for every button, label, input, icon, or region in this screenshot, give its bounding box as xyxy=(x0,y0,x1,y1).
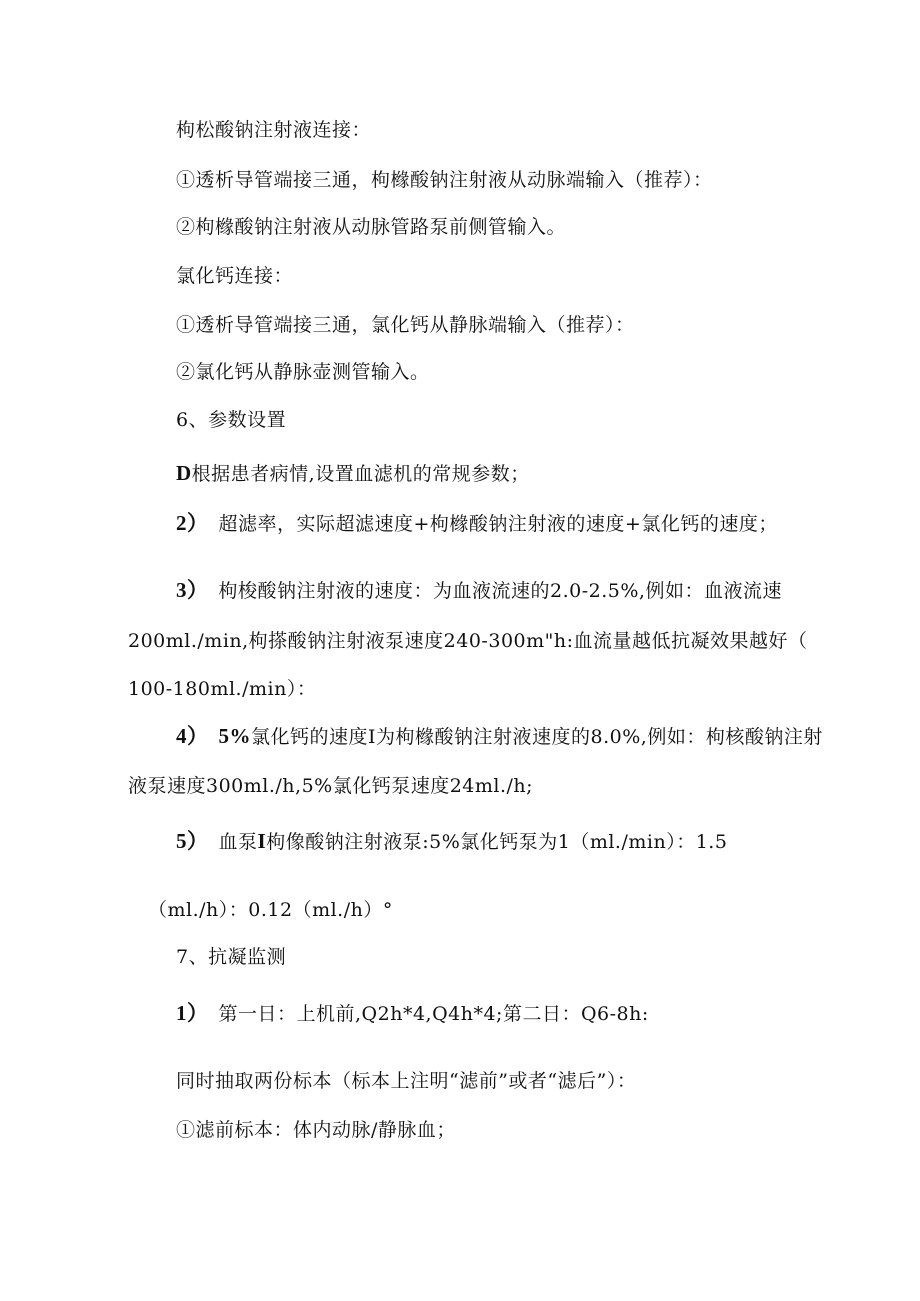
item-number: 1） xyxy=(176,1001,209,1025)
section-heading xyxy=(176,945,286,969)
text-line xyxy=(128,677,316,701)
line-text: 第一日：上机前,Q2h*4,Q4h*4;第二日：Q6-8h: xyxy=(218,1003,649,1025)
line-text: 液泵速度300ml./h,5%氯化钙泵速度24ml./h; xyxy=(128,775,534,797)
bold-marker: I xyxy=(257,829,267,853)
line-text: ②枸橼酸钠注射液从动脉管路泵前侧管输入。 xyxy=(176,216,567,238)
list-item xyxy=(176,578,782,603)
list-item xyxy=(176,1001,649,1026)
line-text: 氯化钙的速度I为枸橼酸钠注射液速度的8.0%,例如：枸核酸钠注射 xyxy=(251,726,823,748)
item-number: 2） xyxy=(176,511,209,535)
list-item xyxy=(176,724,823,749)
item-number: D xyxy=(176,461,192,485)
list-item xyxy=(176,511,778,536)
line-text: 超滤率，实际超滤速度+枸橼酸钠注射液的速度+氯化钙的速度； xyxy=(218,513,778,535)
list-item xyxy=(176,461,530,486)
line-text: ①滤前标本：体内动脉/静脉血； xyxy=(176,1119,456,1141)
text-line xyxy=(176,215,566,239)
line-text: 枸梭酸钠注射液的速度：为血液流速的2.0-2.5%,例如：血液流速 xyxy=(218,580,782,602)
line-text: 枸松酸钠注射液连接： xyxy=(176,119,372,141)
line-text-pre: 血泵 xyxy=(218,831,258,853)
item-number: 3） xyxy=(176,578,209,602)
line-text: 6、参数设置 xyxy=(176,409,287,431)
text-line xyxy=(128,629,808,653)
line-text: 同时抽取两份标本（标本上注明“滤前”或者“滤后”）： xyxy=(176,1070,637,1092)
item-number: 5） xyxy=(176,829,209,853)
line-text: 100-180ml./min）： xyxy=(128,678,317,700)
text-line xyxy=(176,1069,636,1093)
line-text: 枸像酸钠注射液泵:5%氯化钙泵为1（ml./min）：1.5 xyxy=(266,831,728,853)
line-text: ①透析导管端接三通，氯化钙从静脉端输入（推荐）： xyxy=(176,314,635,336)
bold-percent: 5% xyxy=(218,724,251,748)
text-line xyxy=(176,118,371,142)
section-heading xyxy=(176,408,286,432)
text-line xyxy=(176,1118,456,1142)
text-line xyxy=(128,774,533,798)
text-line xyxy=(176,360,430,384)
line-text: ②氯化钙从静脉壶测管输入。 xyxy=(176,361,430,383)
text-line xyxy=(176,168,713,192)
line-text: 200ml./min,枸搽酸钠注射液泵速度240-300m"h:血流量越低抗凝效果越好（ xyxy=(128,630,808,652)
item-number: 4） xyxy=(176,724,209,748)
line-text: ①透析导管端接三通，枸橼酸钠注射液从动脉端输入（推荐）： xyxy=(176,169,713,191)
line-text: 氯化钙连接： xyxy=(176,265,294,287)
text-line xyxy=(148,898,393,922)
text-line xyxy=(176,313,635,337)
line-text: 根据患者病情,设置血滤机的常规参数； xyxy=(191,463,530,485)
list-item xyxy=(176,829,727,854)
text-line xyxy=(176,264,293,288)
line-text: 7、抗凝监测 xyxy=(176,946,287,968)
line-text: （ml./h）：0.12（ml./h）° xyxy=(148,899,393,921)
